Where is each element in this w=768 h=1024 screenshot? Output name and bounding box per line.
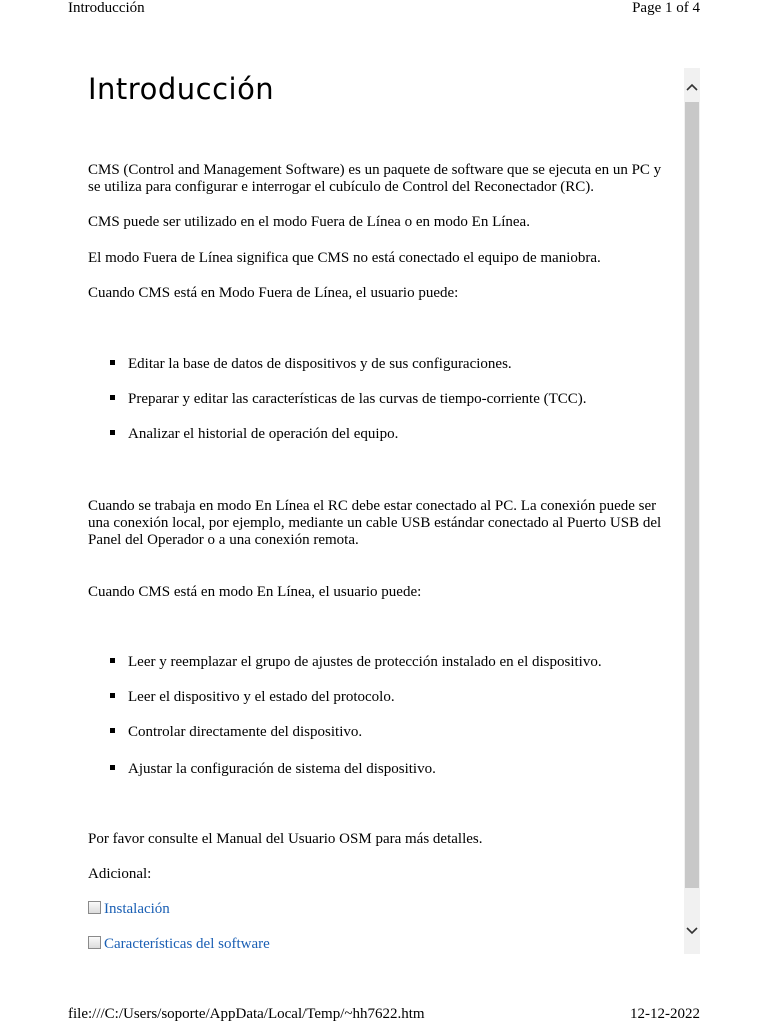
list-item: Controlar directamente del dispositivo. <box>110 724 362 741</box>
scroll-up-button[interactable] <box>684 78 700 96</box>
paragraph-modes: CMS puede ser utilizado en el modo Fuera de Línea o en modo En Línea. <box>88 214 530 230</box>
chevron-up-icon <box>686 83 698 91</box>
print-footer-path: file:///C:/Users/soporte/AppData/Local/Temp/~hh7622.htm <box>68 1006 425 1022</box>
bullet-icon <box>110 430 115 435</box>
list-item: Leer y reemplazar el grupo de ajustes de protección instalado en el dispositivo. <box>110 654 602 671</box>
scroll-down-button[interactable] <box>684 922 700 940</box>
paragraph-online-def: Cuando se trabaja en modo En Línea el RC debe estar conectado al PC. La conexión puede ser una conexión local, por ejemplo, mediante un cable USB estándar conectado al Puerto USB del Panel del Operador o a una conexión remota. <box>88 498 662 548</box>
bullet-icon <box>110 658 115 663</box>
link-instalacion[interactable]: Instalación <box>88 901 170 918</box>
chevron-down-icon <box>686 927 698 935</box>
bullet-icon <box>110 765 115 770</box>
vertical-scrollbar[interactable] <box>684 68 700 954</box>
page-title: Introducción <box>88 72 275 106</box>
topic-icon <box>88 901 101 914</box>
print-footer-date: 12-12-2022 <box>630 1006 700 1022</box>
list-item: Preparar y editar las características de las curvas de tiempo-corriente (TCC). <box>110 391 587 408</box>
topic-icon <box>88 936 101 949</box>
list-item: Analizar el historial de operación del equipo. <box>110 426 398 443</box>
bullet-icon <box>110 728 115 733</box>
list-item: Ajustar la configuración de sistema del dispositivo. <box>110 761 436 778</box>
help-content-frame <box>68 68 700 954</box>
paragraph-offline-can: Cuando CMS está en Modo Fuera de Línea, el usuario puede: <box>88 285 459 301</box>
bullet-icon <box>110 360 115 365</box>
list-item: Editar la base de datos de dispositivos y de sus configuraciones. <box>110 356 512 373</box>
list-item: Leer el dispositivo y el estado del protocolo. <box>110 689 395 706</box>
bullet-icon <box>110 693 115 698</box>
paragraph-manual: Por favor consulte el Manual del Usuario OSM para más detalles. <box>88 831 483 847</box>
print-header-page: Page 1 of 4 <box>632 0 700 16</box>
paragraph-additional: Adicional: <box>88 866 152 882</box>
print-header-title: Introducción <box>68 0 145 16</box>
scroll-thumb[interactable] <box>685 102 699 888</box>
paragraph-online-can: Cuando CMS está en modo En Línea, el usuario puede: <box>88 584 422 600</box>
paragraph-offline-def: El modo Fuera de Línea significa que CMS no está conectado el equipo de maniobra. <box>88 250 601 266</box>
paragraph-intro: CMS (Control and Management Software) es un paquete de software que se ejecuta en un PC y se utiliza para configurar e interrogar el cubículo de Control del Reconectador (RC). <box>88 162 662 195</box>
bullet-icon <box>110 395 115 400</box>
link-caracteristicas[interactable]: Características del software <box>88 936 270 953</box>
